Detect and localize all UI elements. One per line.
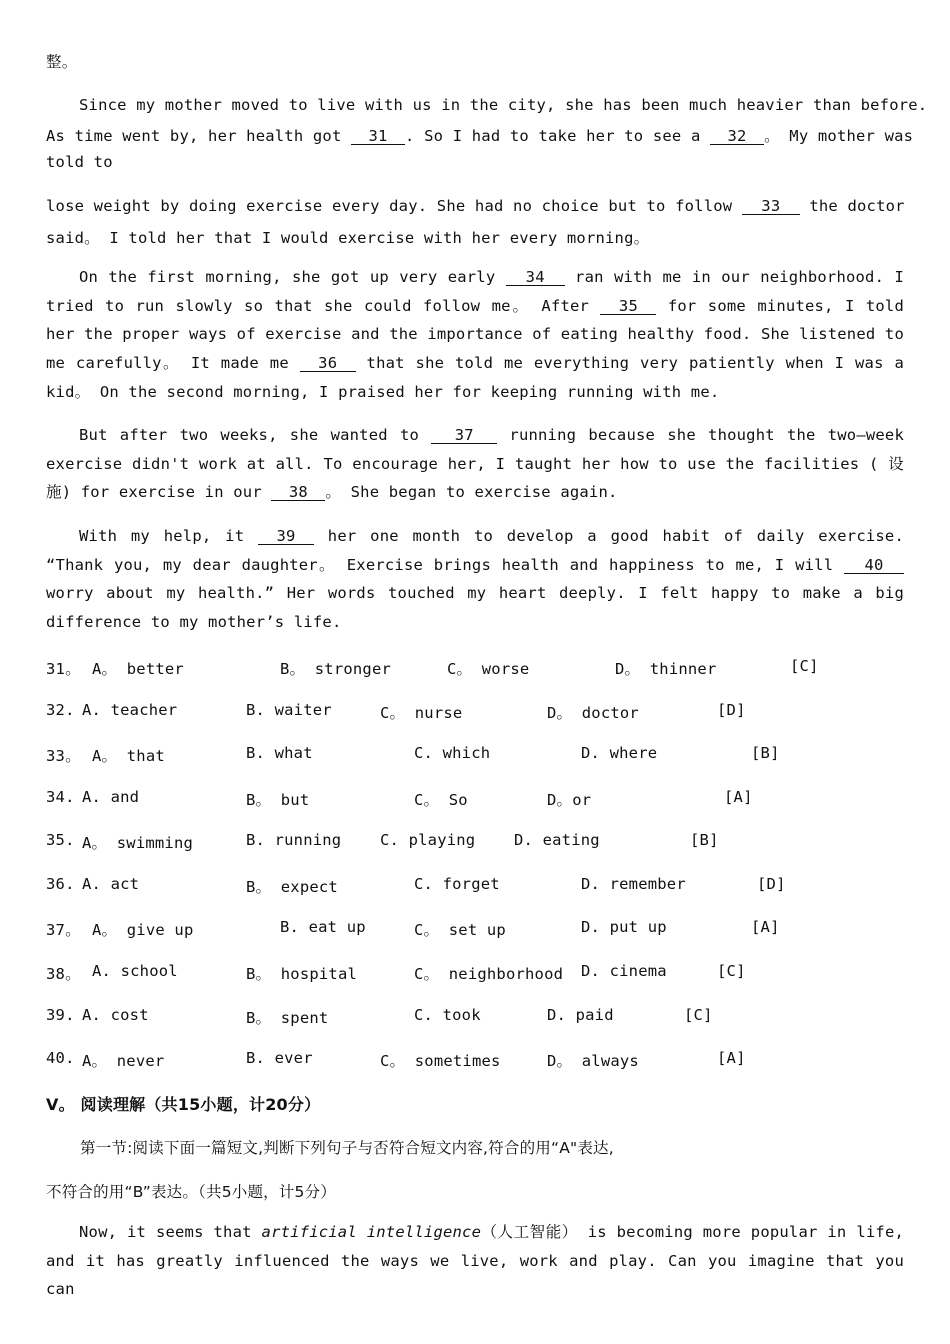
passage-text: With my help, it [79, 527, 259, 545]
option-b: B. eat up [280, 918, 366, 936]
option-b: B。 spent [246, 1009, 329, 1027]
option-d: D. put up [581, 918, 667, 936]
reading-passage [46, 1218, 904, 1304]
option-a: A. act [82, 875, 140, 893]
question-number: 35. [46, 831, 75, 849]
option-d: D. cinema [581, 962, 667, 980]
option-d: D. paid [547, 1006, 614, 1024]
passage-text: running because she thought the two—week exercise didn't work at all. To encourage her, I taught her how to use the facilities ( 设施) for exercise in our [46, 426, 904, 502]
question-number: 32. [46, 701, 75, 719]
passage-text: On the first morning, she got up very early [79, 268, 506, 286]
blank-36: 36 [300, 355, 356, 372]
answer-key: [A] [717, 1049, 746, 1067]
section-instructions: 不符合的用“B”表达。（共5小题，计5分） [46, 1183, 337, 1201]
answer-key: [B] [751, 744, 780, 762]
option-c: C。 sometimes [380, 1052, 501, 1070]
passage-line [46, 197, 905, 215]
option-c: C. forget [414, 875, 500, 893]
option-b: B. running [246, 831, 342, 849]
blank-35: 35 [600, 298, 656, 315]
passage-paragraph-5 [46, 522, 904, 637]
passage-text: （人工智能） is becoming more popular in life, and it has greatly influenced the ways we live, work and play. Can you imagine that you can [46, 1223, 905, 1299]
option-c: C. playing [380, 831, 476, 849]
option-a: A. cost [82, 1006, 149, 1024]
option-b: B。 but [246, 791, 310, 809]
option-c: C. which [414, 744, 491, 762]
answer-key: [C] [790, 657, 819, 675]
question-number: 38。 [46, 965, 81, 983]
option-b: B. waiter [246, 701, 332, 719]
blank-39: 39 [258, 528, 314, 545]
question-number: 31。 [46, 660, 81, 678]
blank-40: 40 [844, 557, 904, 574]
option-d: D。or [547, 791, 592, 809]
question-number: 37。 [46, 921, 81, 939]
passage-text: Now, it seems that [79, 1223, 262, 1241]
answer-key: [C] [717, 962, 746, 980]
passage-line [46, 124, 913, 146]
answer-key: [A] [751, 918, 780, 936]
option-a: A。 give up [92, 921, 194, 939]
answer-key: [D] [757, 875, 786, 893]
blank-37: 37 [431, 427, 497, 444]
option-a: A. teacher [82, 701, 178, 719]
passage-paragraph-3 [46, 263, 904, 407]
blank-32: 32 [710, 128, 764, 145]
passage-text: that she told me everything very patiently when I was a kid。 On the second morning, I praised her for keeping running with me. [46, 354, 904, 401]
passage-line: Since my mother moved to live with us in the city, she has been much heavier than before. [79, 96, 928, 114]
blank-33: 33 [742, 198, 800, 215]
passage-text: lose weight by doing exercise every day. She had no choice but to follow [46, 197, 742, 215]
passage-italic-term: artificial intelligence [261, 1223, 482, 1241]
passage-text: ran with me in our neighborhood. I tried to run slowly so that she could follow me。 After [46, 268, 904, 315]
option-a: A. and [82, 788, 140, 806]
passage-line: told to [46, 153, 113, 171]
option-c: C。 neighborhood [414, 965, 564, 983]
option-d: D。 always [547, 1052, 639, 1070]
answer-key: [B] [690, 831, 719, 849]
passage-text: . So I had to take her to see a [405, 127, 711, 145]
passage-text: But after two weeks, she wanted to [79, 426, 432, 444]
option-c: C。 set up [414, 921, 506, 939]
option-c: C。 worse [447, 660, 530, 678]
question-number: 36. [46, 875, 75, 893]
question-number: 34. [46, 788, 75, 806]
option-b: B。 expect [246, 878, 338, 896]
passage-text: the doctor [799, 197, 905, 215]
question-number: 39. [46, 1006, 75, 1024]
option-b: B。 stronger [280, 660, 392, 678]
answer-key: [A] [724, 788, 753, 806]
blank-31: 31 [351, 128, 405, 145]
option-a: A。 better [92, 660, 184, 678]
option-a: A. school [92, 962, 178, 980]
option-c: C。 So [414, 791, 468, 809]
option-b: B。 hospital [246, 965, 358, 983]
option-b: B. ever [246, 1049, 313, 1067]
answer-key: [D] [717, 701, 746, 719]
option-d: D. where [581, 744, 658, 762]
passage-text: her one month to develop a good habit of daily exercise. “Thank you, my dear daughter。 Exercise brings health and happiness to me, I will [46, 527, 904, 574]
passage-text: 。 My mother was [764, 127, 914, 145]
section-heading: V。 阅读理解（共15小题，计20分） [46, 1095, 321, 1114]
option-c: C。 nurse [380, 704, 463, 722]
passage-text: for some minutes, I told her the proper ways of exercise and the importance of eating healthy food. She listened to me carefully。 It made me [46, 296, 904, 373]
previous-page-fragment: 整。 [46, 53, 78, 71]
option-d: D。 doctor [547, 704, 639, 722]
option-a: A。 swimming [82, 834, 194, 852]
passage-paragraph-4 [46, 421, 904, 507]
passage-text: 。 She began to exercise again. [325, 483, 618, 502]
answer-key: [C] [684, 1006, 713, 1024]
question-number: 40. [46, 1049, 75, 1067]
option-d: D。 thinner [615, 660, 717, 678]
option-c: C. took [414, 1006, 481, 1024]
passage-text: As time went by, her health got [46, 127, 352, 145]
passage-text: worry about my health.” Her words touched my heart deeply. I felt happy to make a big difference to my mother’s life. [46, 584, 904, 632]
blank-38: 38 [271, 484, 325, 501]
option-b: B. what [246, 744, 313, 762]
option-a: A。 never [82, 1052, 165, 1070]
option-d: D. remember [581, 875, 686, 893]
section-instructions: 第一节:阅读下面一篇短文,判断下列句子与否符合短文内容,符合的用“A"表达, [80, 1139, 614, 1157]
question-number: 33。 [46, 747, 81, 765]
option-d: D. eating [514, 831, 600, 849]
option-a: A。 that [92, 747, 165, 765]
blank-34: 34 [506, 269, 565, 286]
passage-line: said。 I told her that I would exercise with her every morning。 [46, 229, 650, 247]
